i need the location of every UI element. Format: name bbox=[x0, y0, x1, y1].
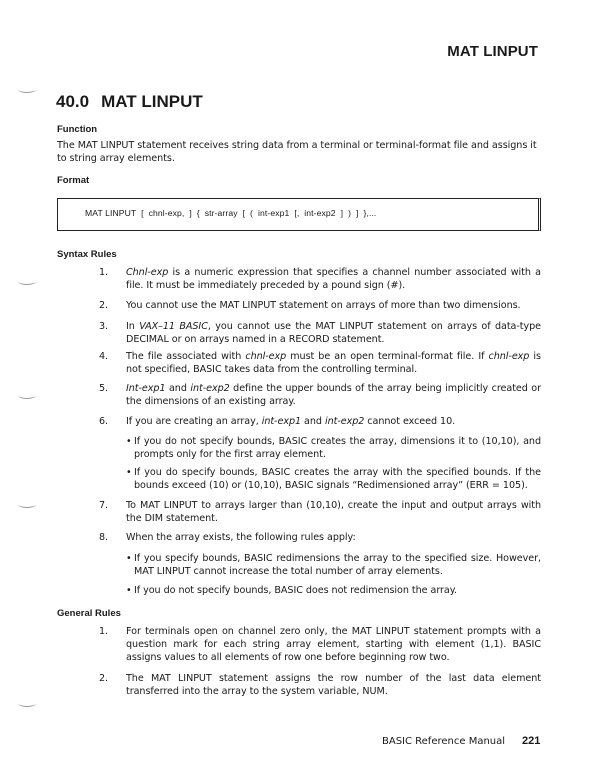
general-rules-heading: General Rules bbox=[57, 608, 121, 619]
section-name: MAT LINPUT bbox=[101, 92, 203, 111]
rule-text bbox=[126, 320, 541, 346]
rule-text bbox=[126, 350, 541, 376]
bullet-icon: • bbox=[126, 553, 132, 564]
rule-text-run: is a numeric expression that specifies a channel number associated with a file. It must be immediately preceded by a pound sign (#). bbox=[126, 267, 541, 291]
rule-text bbox=[126, 266, 541, 292]
binder-hole-mark bbox=[18, 86, 36, 93]
rule-text bbox=[126, 415, 541, 428]
rule-number: 2. bbox=[99, 300, 109, 311]
rule-text bbox=[126, 499, 541, 525]
rule-text-run: define the upper bounds of the array being implicitly created or the dimensions of an existing array. bbox=[126, 383, 542, 407]
rule-text bbox=[126, 531, 541, 544]
italic-term: int-exp2 bbox=[190, 383, 230, 394]
rule-number: 7. bbox=[99, 500, 109, 511]
rule-text-run: and bbox=[301, 416, 325, 427]
section-title bbox=[56, 92, 203, 112]
syntax-rules-heading: Syntax Rules bbox=[57, 249, 117, 260]
rule-text-run: The file associated with bbox=[126, 351, 246, 362]
running-header: MAT LINPUT bbox=[447, 43, 538, 60]
italic-term: Int-exp1 bbox=[126, 383, 166, 394]
italic-term: Chnl-exp bbox=[126, 267, 169, 278]
rule-text-run: To MAT LINPUT to arrays larger than (10,10), create the input and output arrays with the DIM statement. bbox=[126, 500, 541, 524]
rule-text-run: cannot exceed 10. bbox=[364, 416, 456, 427]
rule-number: 1. bbox=[99, 267, 109, 278]
format-syntax: MAT LINPUT [ chnl-exp, ] { str-array [ ( int-exp1 [, int-exp2 ] ) ] },... bbox=[85, 208, 377, 218]
rule-number: 3. bbox=[99, 321, 109, 332]
bullet-text: If you do specify bounds, BASIC creates the array with the specified bounds. If the bounds exceed (10) or (10,10), BASIC signals “Redimensioned array” (ERR = 105). bbox=[134, 467, 541, 491]
italic-term: int-exp1 bbox=[261, 416, 302, 427]
binder-hole-mark bbox=[18, 501, 36, 508]
function-heading: Function bbox=[57, 124, 98, 135]
rule-number: 4. bbox=[99, 351, 109, 362]
bullet-text: If you do not specify bounds, BASIC creates the array, dimensions it to (10,10), and prompts only for the first array element. bbox=[134, 436, 541, 460]
binder-hole-mark bbox=[18, 700, 36, 707]
footer-manual-title: BASIC Reference Manual bbox=[382, 736, 506, 747]
rule-text-run: must be an open terminal-format file. If bbox=[286, 351, 489, 362]
rule-text-run: When the array exists, the following rules apply: bbox=[126, 532, 356, 543]
section-number: 40.0 bbox=[56, 92, 90, 111]
italic-term: chnl-exp bbox=[488, 351, 530, 362]
format-heading: Format bbox=[57, 175, 90, 186]
format-syntax-box bbox=[57, 198, 541, 231]
rule-number: 1. bbox=[99, 626, 109, 637]
rule-text-run: In bbox=[126, 321, 140, 332]
italic-term: VAX–11 BASIC bbox=[139, 321, 208, 332]
rule-text-run: is not specified, BASIC takes data from the controlling terminal. bbox=[126, 351, 541, 375]
italic-term: int-exp2 bbox=[324, 416, 365, 427]
binder-hole-mark bbox=[18, 392, 36, 399]
italic-term: chnl-exp bbox=[245, 351, 287, 362]
rule-text bbox=[126, 382, 541, 408]
rule-number: 5. bbox=[99, 383, 109, 394]
rule-text: The MAT LINPUT statement assigns the row number of the last data element transferred into the array to the system variable, NUM. bbox=[126, 673, 541, 697]
bullet-text: If you specify bounds, BASIC redimensions the array to the specified size. However, MAT LINPUT cannot increase the total number of array elements. bbox=[134, 553, 541, 577]
function-description: The MAT LINPUT statement receives string data from a terminal or terminal-format file and assigns it to string array elements. bbox=[57, 140, 537, 164]
rule-text-run: , you cannot use the MAT LINPUT statement on arrays of data-type DECIMAL or on arrays named in a RECORD statement. bbox=[126, 321, 542, 345]
bullet-icon: • bbox=[126, 436, 132, 447]
rule-text-run: If you are creating an array, bbox=[126, 416, 262, 427]
footer-page-number: 221 bbox=[522, 735, 541, 747]
rule-text-run: and bbox=[165, 383, 191, 394]
rule-number: 6. bbox=[99, 416, 109, 427]
bullet-icon: • bbox=[126, 467, 132, 478]
rule-number: 2. bbox=[99, 673, 109, 684]
rule-text bbox=[126, 299, 541, 312]
rule-text: For terminals open on channel zero only, the MAT LINPUT statement prompts with a question mark for each string array element, starting with element (1,1). BASIC assigns values to all elements of row one before beginning row two. bbox=[126, 626, 541, 663]
binder-hole-mark bbox=[18, 278, 36, 285]
rule-text-run: You cannot use the MAT LINPUT statement on arrays of more than two dimensions. bbox=[126, 300, 521, 311]
rule-number: 8. bbox=[99, 532, 109, 543]
bullet-text: If you do not specify bounds, BASIC does not redimension the array. bbox=[134, 585, 458, 596]
bullet-icon: • bbox=[126, 585, 132, 596]
